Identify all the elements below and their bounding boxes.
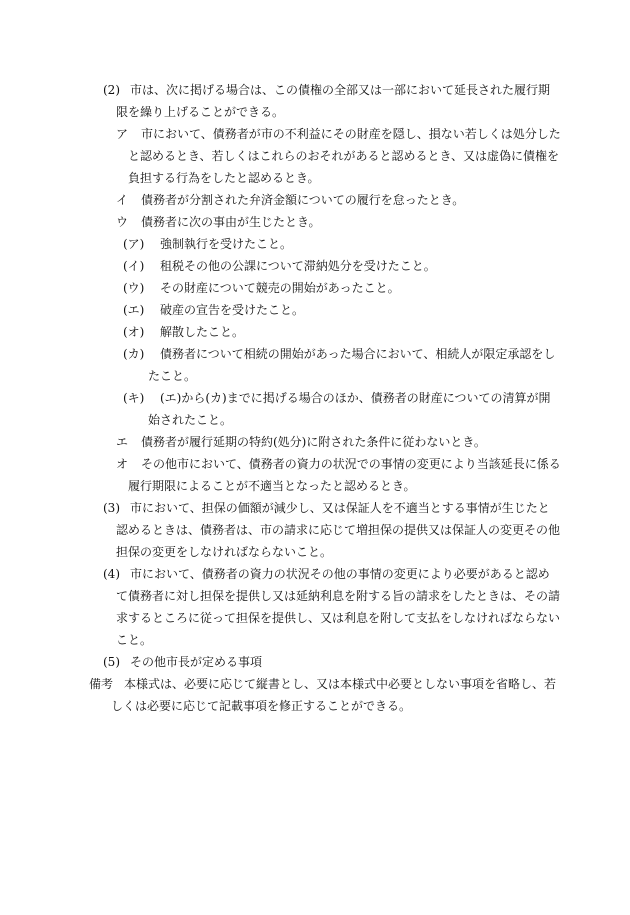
item-marker: イ (116, 193, 129, 207)
item-marker: (ウ) (123, 281, 145, 295)
item-line: しくは必要に応じて記載事項を修正することができる。 (111, 699, 412, 713)
item-marker: (キ) (123, 391, 145, 405)
item-line: たこと。 (148, 369, 197, 383)
item-line: 市において、債務者が市の不利益にその財産を隠し、損ない若しくは処分した (141, 127, 561, 141)
item-line: その他市長が定める事項 (130, 655, 263, 669)
item-marker: ア (116, 127, 129, 141)
item-line: その他市において、債務者の資力の状況での事情の変更により当該延長に係る (141, 457, 561, 471)
item-marker: (5) (103, 655, 120, 669)
item-line: 強制執行を受けたこと。 (160, 237, 293, 251)
item-marker: (4) (103, 567, 120, 581)
item-marker: ウ (116, 215, 129, 229)
item-line: 債務者について相続の開始があった場合において、相続人が限定承認をし (160, 347, 556, 361)
item-line: 債務者に次の事由が生じたとき。 (141, 215, 321, 229)
item-line: 本様式は、必要に応じて縦書とし、又は本様式中必要としない事項を省略し、若 (124, 677, 557, 691)
item-line: 担保の変更をしなければならないこと。 (116, 545, 333, 559)
item-line: 市において、債務者の資力の状況その他の事情の変更により必要があると認め (130, 567, 550, 581)
item-line: (エ)から(カ)までに掲げる場合のほか、債務者の財産についての清算が開 (160, 391, 551, 405)
item-line: 解散したこと。 (160, 325, 245, 339)
item-line: 債務者が履行延期の特約(処分)に附された条件に従わないとき。 (141, 435, 486, 449)
remarks-label: 備考 (89, 677, 114, 691)
item-line: 市において、担保の価額が減少し、又は保証人を不適当とする事情が生じたと (130, 501, 550, 515)
item-marker: (イ) (123, 259, 145, 273)
item-line: 市は、次に掲げる場合は、この債権の全部又は一部において延長された履行期 (130, 83, 551, 97)
item-line: 租税その他の公課について滞納処分を受けたこと。 (160, 259, 436, 273)
item-marker: (3) (103, 501, 120, 515)
item-marker: (2) (103, 83, 120, 97)
item-line: 認めるときは、債務者は、市の請求に応じて増担保の提供又は保証人の変更その他 (116, 523, 561, 537)
item-line: 限を繰り上げることができる。 (116, 105, 285, 119)
item-marker: オ (116, 457, 129, 471)
item-line: その財産について競売の開始があったこと。 (160, 281, 400, 295)
item-marker: (エ) (123, 303, 145, 317)
item-marker: (カ) (123, 347, 145, 361)
item-line: 負担する行為をしたと認めるとき。 (128, 171, 320, 185)
item-marker: (オ) (123, 325, 145, 339)
item-line: 債務者が分割された弁済金額についての履行を怠ったとき。 (141, 193, 465, 207)
item-marker: (ア) (123, 237, 145, 251)
item-line: 始されたこと。 (148, 413, 233, 427)
item-line: 破産の宣告を受けたこと。 (160, 303, 305, 317)
item-line: と認めるとき、若しくはこれらのおそれがあると認めるとき、又は虚偽に債権を (128, 149, 560, 163)
clause-2 (0, 79, 630, 119)
item-marker: エ (116, 435, 129, 449)
item-line: て債務者に対し担保を提供し又は延納利息を附する旨の請求をしたときは、その請 (116, 589, 561, 603)
item-line: こと。 (116, 633, 153, 647)
item-line: 履行期限によることが不適当となったと認めるとき。 (128, 479, 416, 493)
item-line: 求するところに従って担保を提供し、又は利息を附して支払をしなければならない (116, 611, 561, 625)
